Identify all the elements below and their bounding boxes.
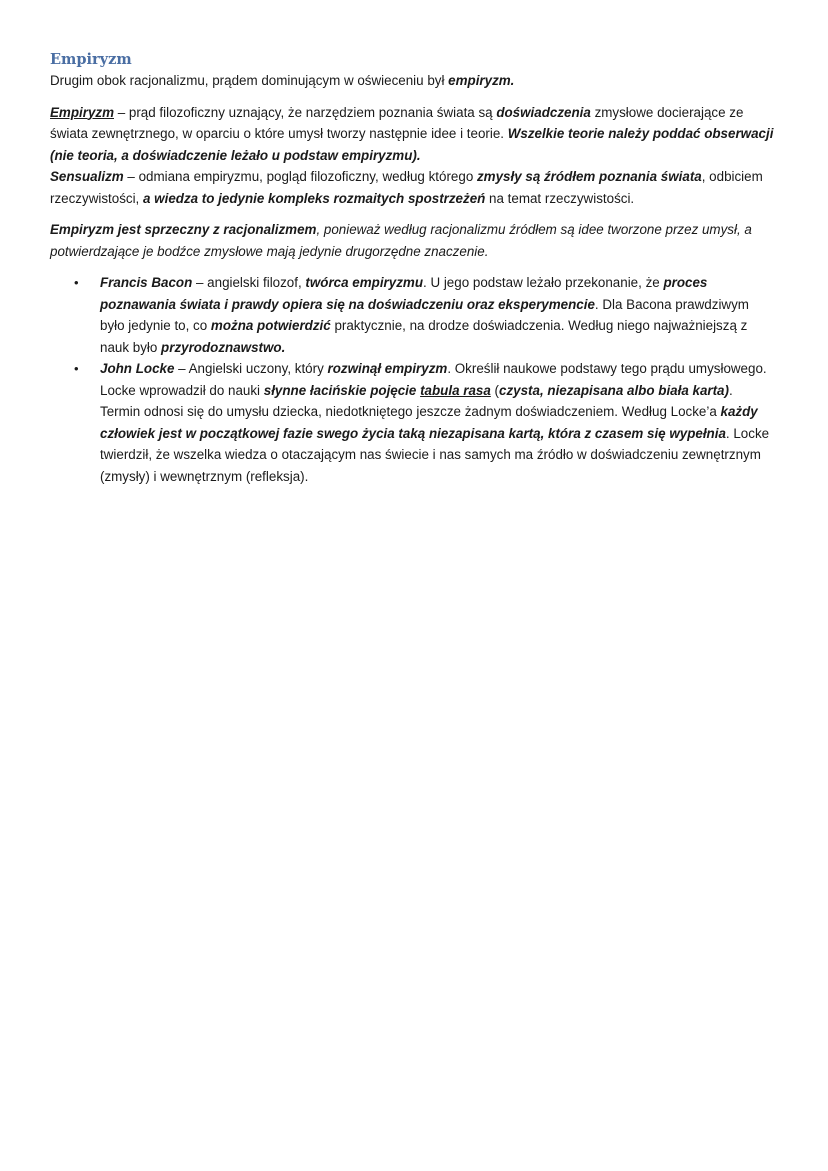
text-span: . U jego podstaw leżało przekonanie, że	[423, 275, 664, 290]
philosopher-name: Francis Bacon	[100, 275, 193, 290]
emphasis-span: a wiedza to jedynie kompleks rozmaitych spostrzeżeń	[143, 190, 486, 206]
text-span: , odbiciem rzeczywistości,	[50, 169, 763, 206]
sensualizm-definition	[50, 166, 775, 209]
bullet-icon: •	[74, 275, 79, 290]
emphasis-span: zmysły są źródłem poznania świata	[476, 169, 702, 184]
text-span: – angielski filozof,	[192, 275, 306, 290]
emphasis-span: proces poznawania świata i prawdy opiera się na doświadczeniu oraz eksperymencie	[100, 275, 708, 312]
term-empiryzm: Empiryzm	[50, 104, 114, 120]
contrast-paragraph	[50, 219, 775, 262]
text-span: – prąd filozoficzny uznający, że narzędziem poznania świata są	[114, 104, 497, 120]
intro-paragraph	[50, 70, 775, 92]
italic-span: , ponieważ według racjonalizmu źródłem są idee tworzone przez umysł, a potwierdzające je bodźce zmysłowe mają jedynie drugorzędne znaczenie.	[50, 222, 752, 259]
emphasis-span: słynne łacińskie pojęcie	[263, 382, 417, 398]
emphasis-span: twórca empiryzmu	[305, 275, 423, 290]
philosophers-list	[50, 272, 775, 487]
text-span: – odmiana empiryzmu, pogląd filozoficzny, według którego	[123, 169, 477, 184]
intro-emphasis: empiryzm.	[448, 73, 515, 88]
list-item-locke	[50, 358, 775, 487]
empiryzm-definition	[50, 102, 775, 167]
text-span: zmysłowe docierające ze świata zewnętrznego, w oparciu o które umysł tworzy następnie idee i teorie.	[50, 104, 744, 141]
text-span: . Locke twierdził, że wszelka wiedza o otaczającym nas świecie i nas samych ma źródło w doświadczeniu zewnętrznym (zmysły) i wewnętrznym (refleksja).	[100, 425, 770, 484]
text-span: (	[490, 382, 499, 398]
text-span: . Określił naukowe podstawy tego prądu umysłowego. Locke wprowadził do nauki	[100, 361, 767, 398]
intro-text: Drugim obok racjonalizmu, prądem dominującym w oświeceniu był	[50, 73, 449, 88]
text-span: praktycznie, na drodze doświadczenia. Według niego najważniejszą z nauk było	[100, 318, 748, 355]
emphasis-span: doświadczenia	[496, 104, 591, 120]
text-span: . Termin odnosi się do umysłu dziecka, niedotkniętego jeszcze żadnym doświadczeniem. Według Locke’a	[100, 382, 733, 419]
text-span: – Angielski uczony, który	[174, 361, 328, 376]
document-page	[50, 50, 775, 487]
emphasis-span: przyrodoznawstwo.	[161, 339, 286, 355]
section-heading: Empiryzm	[50, 51, 132, 68]
text-span: . Dla Bacona prawdziwym było jedynie to, co	[100, 296, 749, 333]
philosopher-name: John Locke	[100, 361, 175, 376]
emphasis-span: Wszelkie teorie należy poddać obserwacji (nie teoria, a doświadczenie leżało u podstaw empiryzmu).	[50, 126, 774, 163]
bullet-icon: •	[74, 361, 79, 376]
emphasis-span: Empiryzm jest sprzeczny z racjonalizmem	[50, 222, 317, 237]
emphasis-span: czysta, niezapisana albo biała karta)	[499, 382, 729, 398]
emphasis-span: rozwinął empiryzm	[327, 361, 448, 376]
emphasis-span: każdy człowiek jest w początkowej fazie swego życia taką niezapisana kartą, która z czasem się wypełnia	[100, 404, 758, 441]
term-tabula-rasa: tabula rasa	[420, 382, 491, 398]
emphasis-span: można potwierdzić	[210, 318, 331, 333]
list-item-bacon	[50, 272, 775, 358]
term-sensualizm: Sensualizm	[50, 169, 124, 184]
text-span: na temat rzeczywistości.	[485, 190, 635, 206]
